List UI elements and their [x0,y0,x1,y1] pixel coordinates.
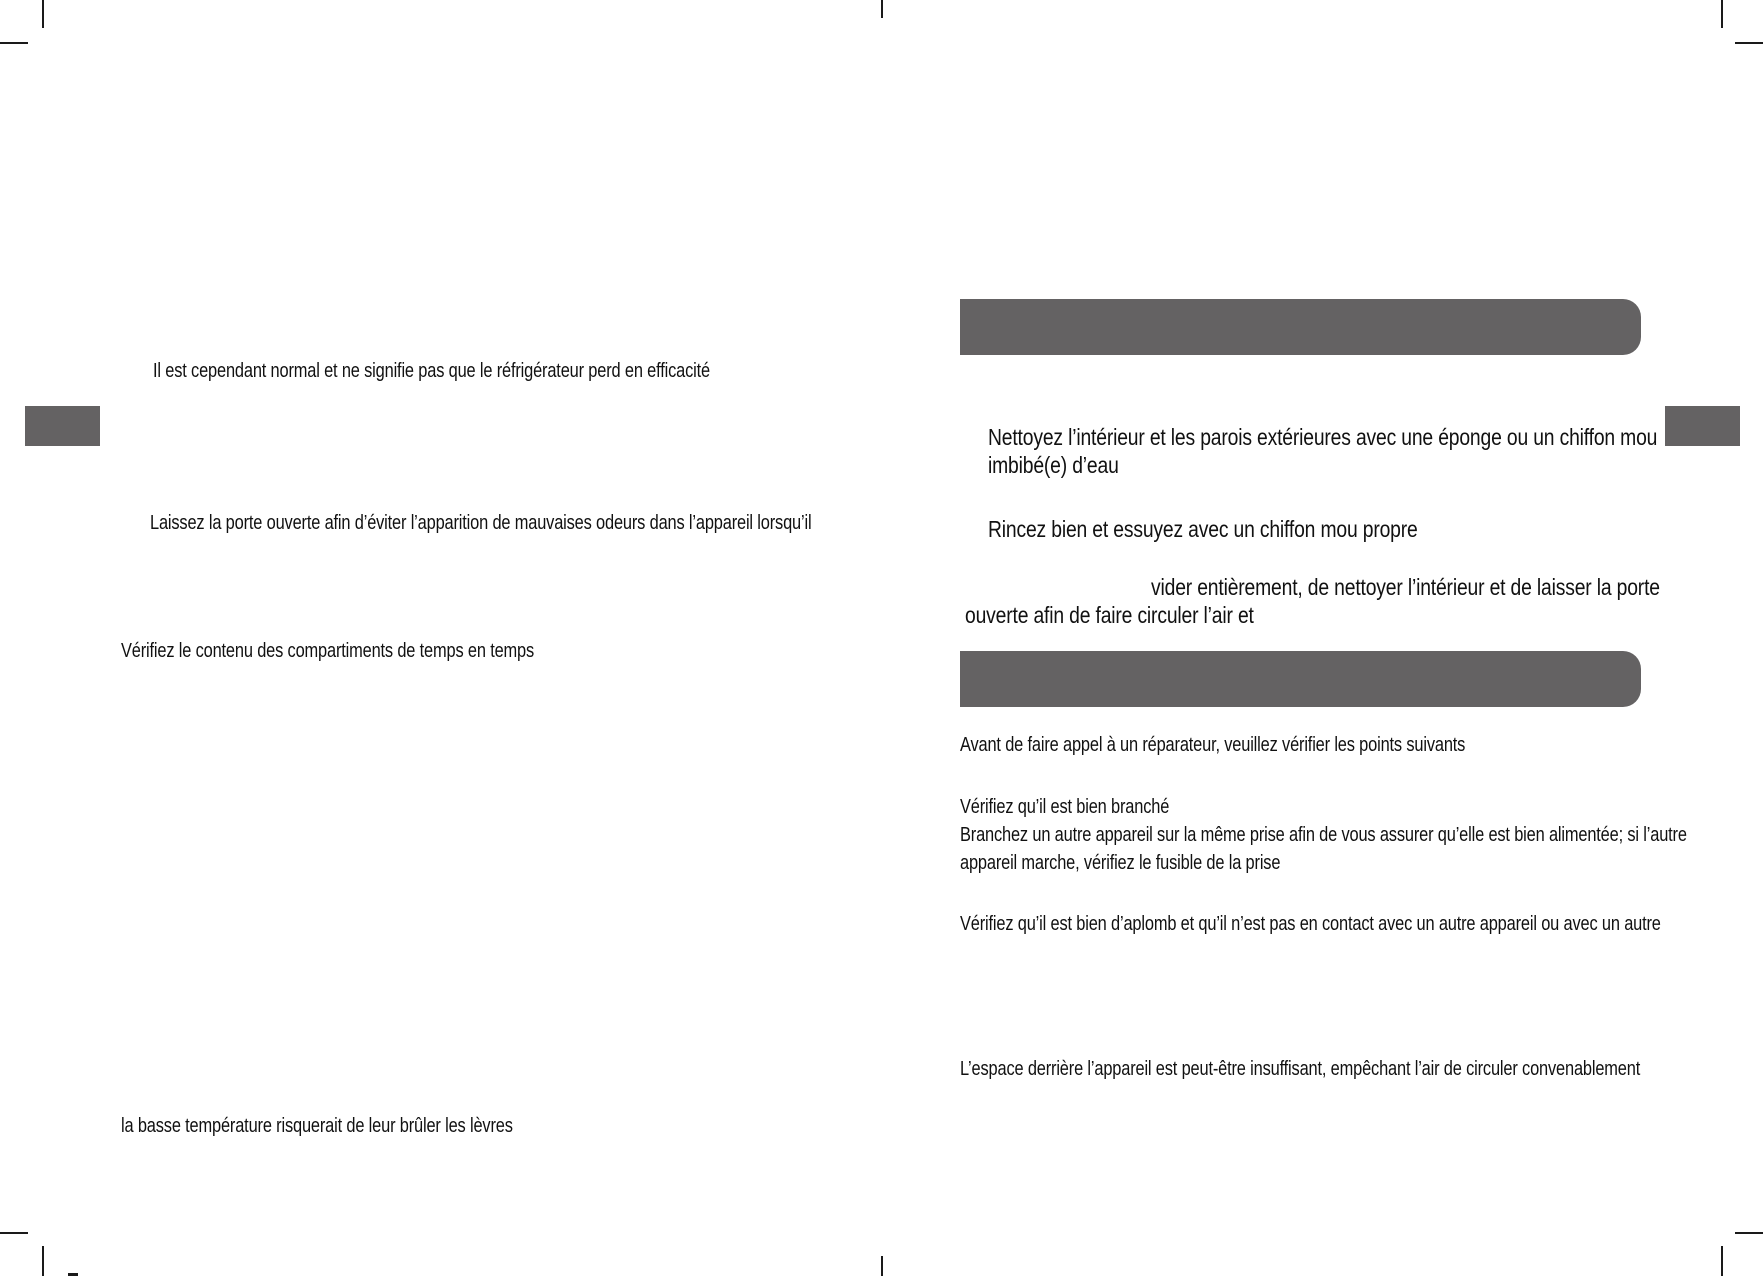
left-text-line-3: Vérifiez le contenu des compartiments de temps en temps [121,640,535,662]
crop-mark-bottom-right-vertical [1721,1246,1723,1276]
left-page-tab [25,406,100,446]
troubleshooting-line-2: Branchez un autre appareil sur la même prise afin de vous assurer qu’elle est bien alimentée; si l’autre [960,824,1687,846]
crop-mark-bottom-left-horizontal [0,1232,28,1234]
crop-mark-top-left-vertical [42,0,44,28]
cleaning-text-line-2: imbibé(e) d’eau [988,452,1119,478]
troubleshooting-line-5: L’espace derrière l’appareil est peut-être insuffisant, empêchant l’air de circuler convenablement [960,1058,1641,1080]
left-text-line-4: la basse température risquerait de leur brûler les lèvres [121,1115,513,1137]
crop-mark-bottom-left-vertical [42,1246,44,1276]
troubleshooting-line-1: Vérifiez qu’il est bien branché [960,796,1170,818]
cleaning-text-line-3: Rincez bien et essuyez avec un chiffon mou propre [988,516,1418,542]
troubleshooting-line-4: Vérifiez qu’il est bien d’aplomb et qu’il n’est pas en contact avec un autre appareil ou avec un autre [960,913,1661,935]
cleaning-text-line-5: ouverte afin de faire circuler l’air et [965,602,1254,628]
troubleshooting-section-banner [960,651,1641,707]
crop-mark-bottom-center [881,1256,883,1276]
crop-mark-top-right-horizontal [1735,42,1763,44]
troubleshooting-intro: Avant de faire appel à un réparateur, veuillez vérifier les points suivants [960,734,1466,756]
troubleshooting-line-3: appareil marche, vérifiez le fusible de la prise [960,852,1281,874]
crop-mark-bottom-right-horizontal [1735,1232,1763,1234]
cleaning-text-line-4: vider entièrement, de nettoyer l’intérieur et de laisser la porte [1151,574,1660,600]
crop-mark-top-right-vertical [1721,0,1723,28]
crop-mark-top-left-horizontal [0,42,28,44]
left-text-line-1: Il est cependant normal et ne signifie pas que le réfrigérateur perd en efficacité [153,360,710,382]
left-text-line-2: Laissez la porte ouverte afin d’éviter l’apparition de mauvaises odeurs dans l’appareil lorsqu’il [150,512,812,534]
cleaning-text-line-1: Nettoyez l’intérieur et les parois extérieures avec une éponge ou un chiffon mou [988,424,1658,450]
right-page-tab [1665,406,1740,446]
cleaning-section-banner [960,299,1641,355]
crop-mark-top-center [881,0,883,18]
